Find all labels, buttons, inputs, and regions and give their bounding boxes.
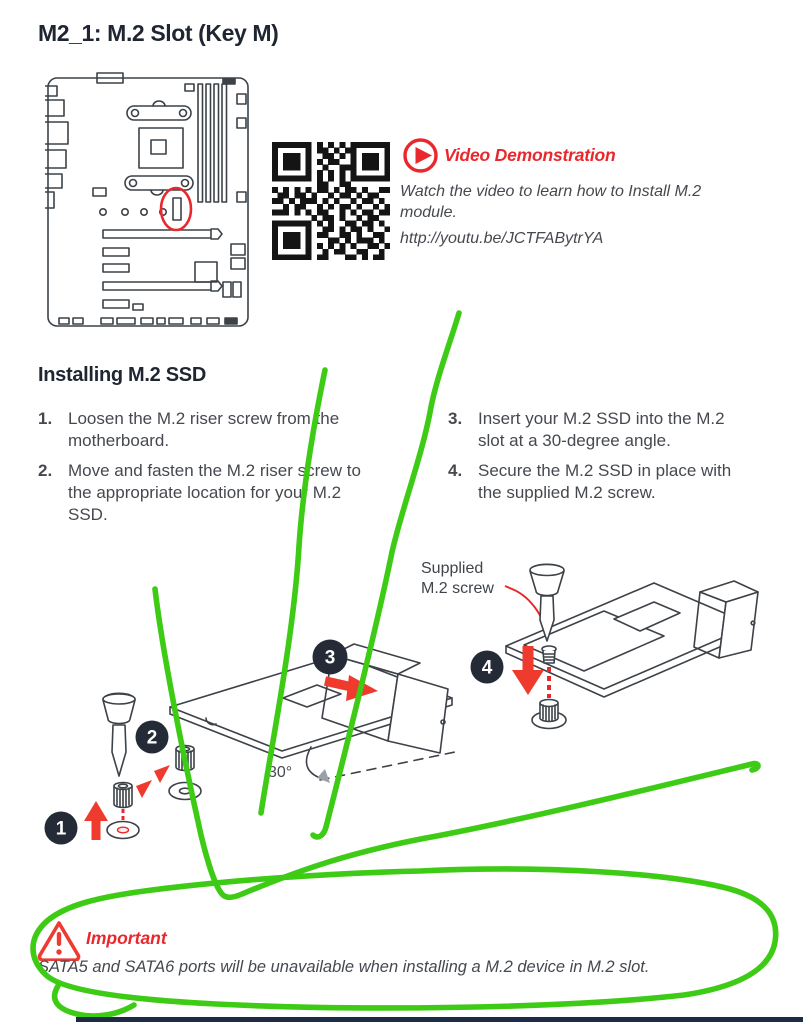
- warning-icon: [36, 919, 82, 961]
- move-arrow: [154, 765, 170, 783]
- angle-arc-arrow: [317, 769, 330, 783]
- step-badge-3: [313, 640, 348, 675]
- play-icon: [402, 137, 439, 174]
- m2-screw: [542, 646, 556, 663]
- install-section-heading: Installing M.2 SSD: [38, 364, 206, 386]
- svg-text:2: 2: [146, 727, 158, 749]
- important-note: SATA5 and SATA6 ports will be unavailable when installing a M.2 device in M.2 slot.: [38, 958, 650, 976]
- install-step-2: [38, 460, 383, 526]
- move-arrow: [136, 780, 152, 798]
- riser-standoff: [532, 700, 566, 729]
- install-step-3: [448, 408, 748, 452]
- video-url-link[interactable]: http://youtu.be/JCTFABytrYA: [400, 230, 604, 247]
- step-text: Secure the M.2 SSD in place with the supplied M.2 screw.: [478, 461, 732, 502]
- qr-code: [272, 142, 390, 260]
- figure-step-4: [421, 560, 758, 729]
- figure-steps-1-3: [45, 640, 456, 845]
- svg-text:4: 4: [481, 657, 493, 679]
- washer: [107, 822, 139, 839]
- ssd-install-figure: [0, 540, 803, 890]
- pcie-slots: [103, 229, 222, 308]
- svg-text:1: 1: [55, 818, 67, 840]
- step-number: 4.: [448, 461, 463, 480]
- cpu-socket: [125, 101, 193, 195]
- dimm-slots: [185, 84, 227, 202]
- m2-slot: [173, 198, 181, 220]
- step-text: Move and fasten the M.2 riser screw to the appropriate location for your M.2 SSD.: [68, 461, 361, 524]
- step-text: Insert your M.2 SSD into the M.2 slot at a 30-degree angle.: [478, 409, 725, 450]
- riser-screw: [176, 746, 194, 771]
- screw-label-line2: M.2 screw: [421, 580, 494, 597]
- motherboard-diagram: [45, 72, 253, 332]
- step-number: 2.: [38, 461, 53, 480]
- step-number: 1.: [38, 409, 53, 428]
- step-text: Loosen the M.2 riser screw from the motherboard.: [68, 409, 340, 450]
- step-badge-2: [136, 721, 169, 754]
- footer-bar: [76, 1017, 803, 1022]
- angle-label: 30°: [268, 764, 293, 781]
- riser-screw: [114, 783, 132, 808]
- marker-tail: [55, 986, 134, 1016]
- washer: [169, 783, 201, 800]
- page-title: M2_1: M.2 Slot (Key M): [38, 20, 279, 46]
- svg-text:3: 3: [324, 647, 336, 669]
- important-heading: Important: [86, 928, 167, 948]
- step-badge-1: [45, 812, 78, 845]
- install-step-1: [38, 408, 383, 452]
- install-step-4: [448, 460, 748, 504]
- screw-label-line1: Supplied: [421, 560, 484, 577]
- step-badge-4: [471, 651, 504, 684]
- video-demo-heading: Video Demonstration: [444, 145, 616, 165]
- video-description: Watch the video to learn how to Install M.2 module.: [400, 183, 702, 221]
- loosen-up-arrow: [84, 801, 108, 840]
- screwdriver-icon: [103, 693, 135, 776]
- step-number: 3.: [448, 409, 463, 428]
